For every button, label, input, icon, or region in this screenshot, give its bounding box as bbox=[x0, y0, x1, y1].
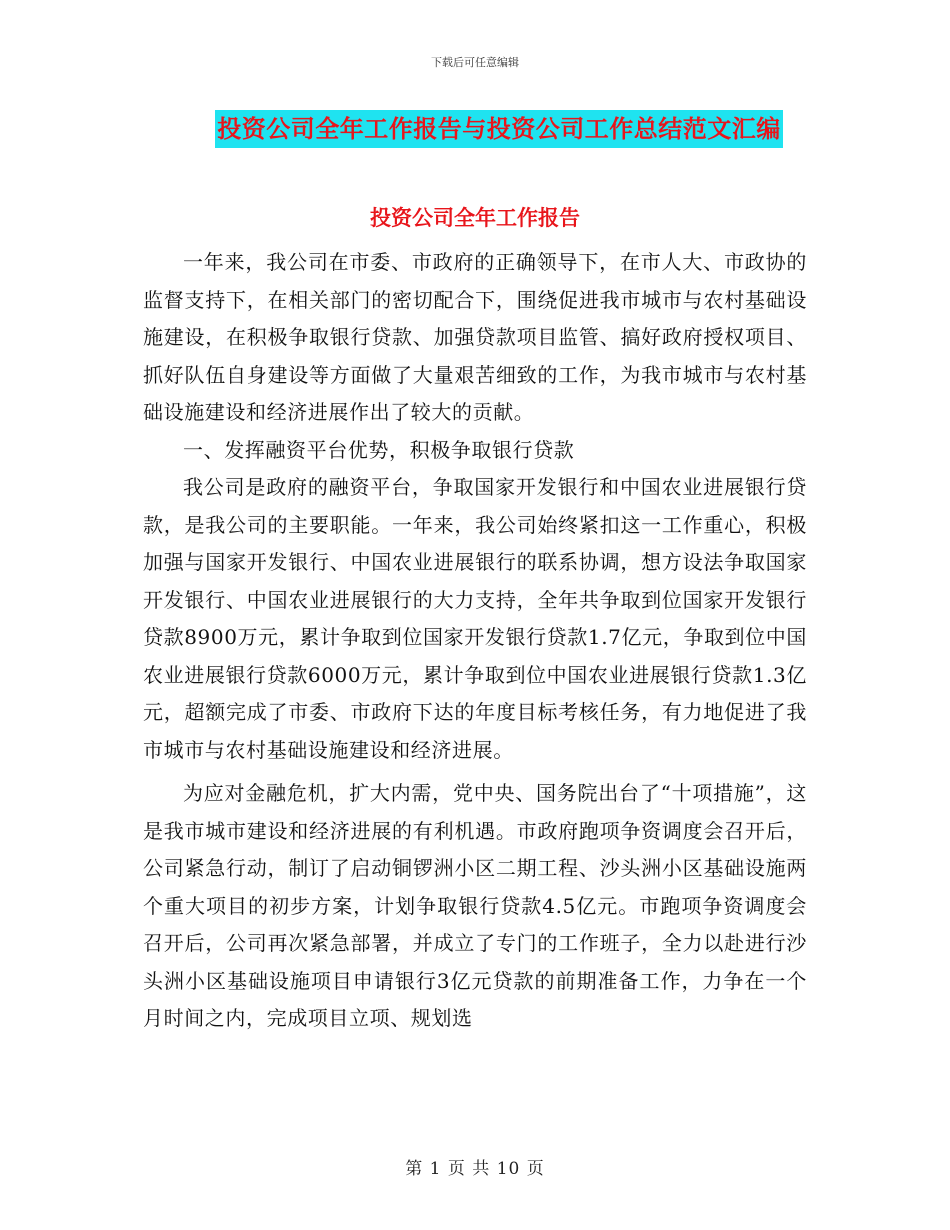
paragraph-financing: 我公司是政府的融资平台，争取国家开发银行和中国农业进展银行贷款，是我公司的主要职能。一年来，我公司始终紧扣这一工作重心，积极加强与国家开发银行、中国农业进展银行的联系协调，想方设法争取国家开发银行、中国农业进展银行的大力支持，全年共争取到位国家开发银行贷款8900万元，累计争取到位国家开发银行贷款1.7亿元，争取到位中国农业进展银行贷款6000万元，累计争取到位中国农业进展银行贷款1.3亿元，超额完成了市委、市政府下达的年度目标考核任务，有力地促进了我市城市与农村基础设施建设和经济进展。 bbox=[143, 475, 807, 762]
main-title-container bbox=[0, 110, 950, 148]
paragraph-intro: 一年来，我公司在市委、市政府的正确领导下，在市人大、市政协的监督支持下，在相关部门的密切配合下，围绕促进我市城市与农村基础设施建设，在积极争取银行贷款、加强贷款项目监管、搞好政府授权项目、抓好队伍自身建设等方面做了大量艰苦细致的工作，为我市城市与农村基础设施建设和经济进展作出了较大的贡献。 bbox=[143, 250, 807, 424]
main-title: 投资公司全年工作报告与投资公司工作总结范文汇编 bbox=[215, 110, 783, 148]
document-body bbox=[143, 244, 807, 1038]
header-note: 下载后可任意编辑 bbox=[431, 56, 519, 69]
paragraph-heading-1: 一、发挥融资平台优势，积极争取银行贷款 bbox=[183, 437, 575, 462]
paragraph-measures: 为应对金融危机，扩大内需，党中央、国务院出台了“十项措施”，这是我市城市建设和经济进展的有利机遇。市政府跑项争资调度会召开后，公司紧急行动，制订了启动铜锣洲小区二期工程、沙头洲小区基础设施两个重大项目的初步方案，计划争取银行贷款4.5亿元。市跑项争资调度会召开后，公司再次紧急部署，并成立了专门的工作班子，全力以赴进行沙头洲小区基础设施项目申请银行3亿元贷款的前期准备工作，力争在一个月时间之内，完成项目立项、规划选 bbox=[143, 781, 807, 1030]
section-title: 投资公司全年工作报告 bbox=[370, 205, 580, 230]
page-number: 第 1 页 共 10 页 bbox=[405, 1159, 545, 1179]
